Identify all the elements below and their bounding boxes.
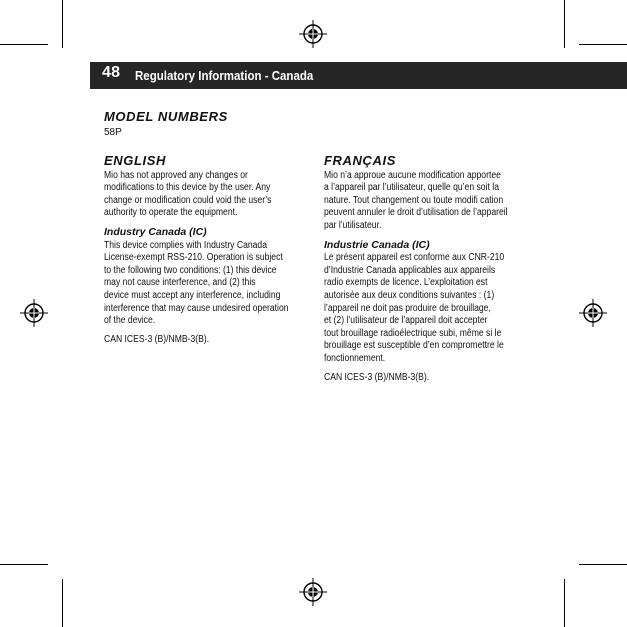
english-ic-text [104, 240, 309, 328]
french-ic-heading: Industrie Canada (IC) [324, 238, 430, 251]
text-line: CAN ICES-3 (B)/NMB-3(B). [324, 371, 430, 383]
text-line: may not cause interference, and (2) this [104, 277, 256, 289]
text-line: device must accept any interference, including [104, 289, 281, 301]
crop-mark [579, 44, 627, 45]
registration-mark-icon [299, 578, 327, 606]
text-line: autorisée aux deux conditions suivantes : (1) [324, 289, 495, 301]
english-section [104, 155, 309, 352]
text-line: nature. Tout changement ou toute modifi cation [324, 194, 504, 206]
english-ices [104, 334, 309, 347]
text-line: of the device. [104, 315, 156, 327]
crop-mark [564, 579, 565, 627]
page-number: 48 [102, 64, 121, 81]
crop-mark [62, 579, 63, 627]
model-numbers-heading: MODEL NUMBERS [104, 109, 228, 124]
text-line: fonctionnement. [324, 352, 386, 364]
text-line: This device complies with Industry Canada [104, 239, 267, 251]
text-line: brouillage est susceptible d’en compromettre le [324, 340, 504, 352]
english-heading: ENGLISH [104, 153, 166, 168]
crop-mark [62, 0, 63, 48]
text-line: change or modification could void the user’s [104, 194, 272, 206]
text-line: modifications to this device by the user. Any [104, 182, 271, 194]
crop-mark [564, 0, 565, 48]
crop-mark [0, 564, 48, 565]
text-line: d’Industrie Canada applicables aux appareils [324, 264, 496, 276]
registration-mark-icon [299, 20, 327, 48]
header-title: Regulatory Information - Canada [135, 69, 314, 83]
crop-mark [0, 44, 48, 45]
page-header [90, 62, 627, 89]
english-intro [104, 170, 309, 220]
text-line: peuvent annuler le droit d’utilisation de l’appareil [324, 207, 508, 219]
french-ic-text [324, 252, 529, 365]
text-line: CAN ICES-3 (B)/NMB-3(B). [104, 333, 210, 345]
text-line: interference that may cause undesired operation [104, 302, 289, 314]
french-heading: FRANÇAIS [324, 153, 396, 168]
text-line: a l’appareil par l’utilisateur, quelle qu’en soit la [324, 182, 499, 194]
text-line: License-exempt RSS-210. Operation is subject [104, 252, 283, 264]
french-intro [324, 170, 529, 233]
registration-mark-icon [20, 299, 48, 327]
text-line: to the following two conditions: (1) this device [104, 264, 277, 276]
text-line: tout brouillage radioélectrique subi, même si le [324, 327, 502, 339]
text-line: par l’utilisateur. [324, 219, 382, 231]
crop-mark [579, 564, 627, 565]
text-line: l’appareil ne doit pas produire de brouillage, [324, 302, 491, 314]
text-line: Le présent appareil est conforme aux CNR-210 [324, 252, 505, 264]
text-line: radio exempts de licence. L’exploitation est [324, 277, 488, 289]
text-line: Mio n’a approue aucune modification apportee [324, 169, 501, 181]
text-line: et (2) l’utilisateur de l’appareil doit accepter [324, 315, 488, 327]
french-ices [324, 372, 529, 385]
model-number: 58P [104, 127, 122, 138]
text-line: Mio has not approved any changes or [104, 169, 248, 181]
registration-mark-icon [579, 299, 607, 327]
english-ic-heading: Industry Canada (IC) [104, 225, 207, 238]
text-line: authority to operate the equipment. [104, 207, 238, 219]
french-section [324, 155, 529, 390]
